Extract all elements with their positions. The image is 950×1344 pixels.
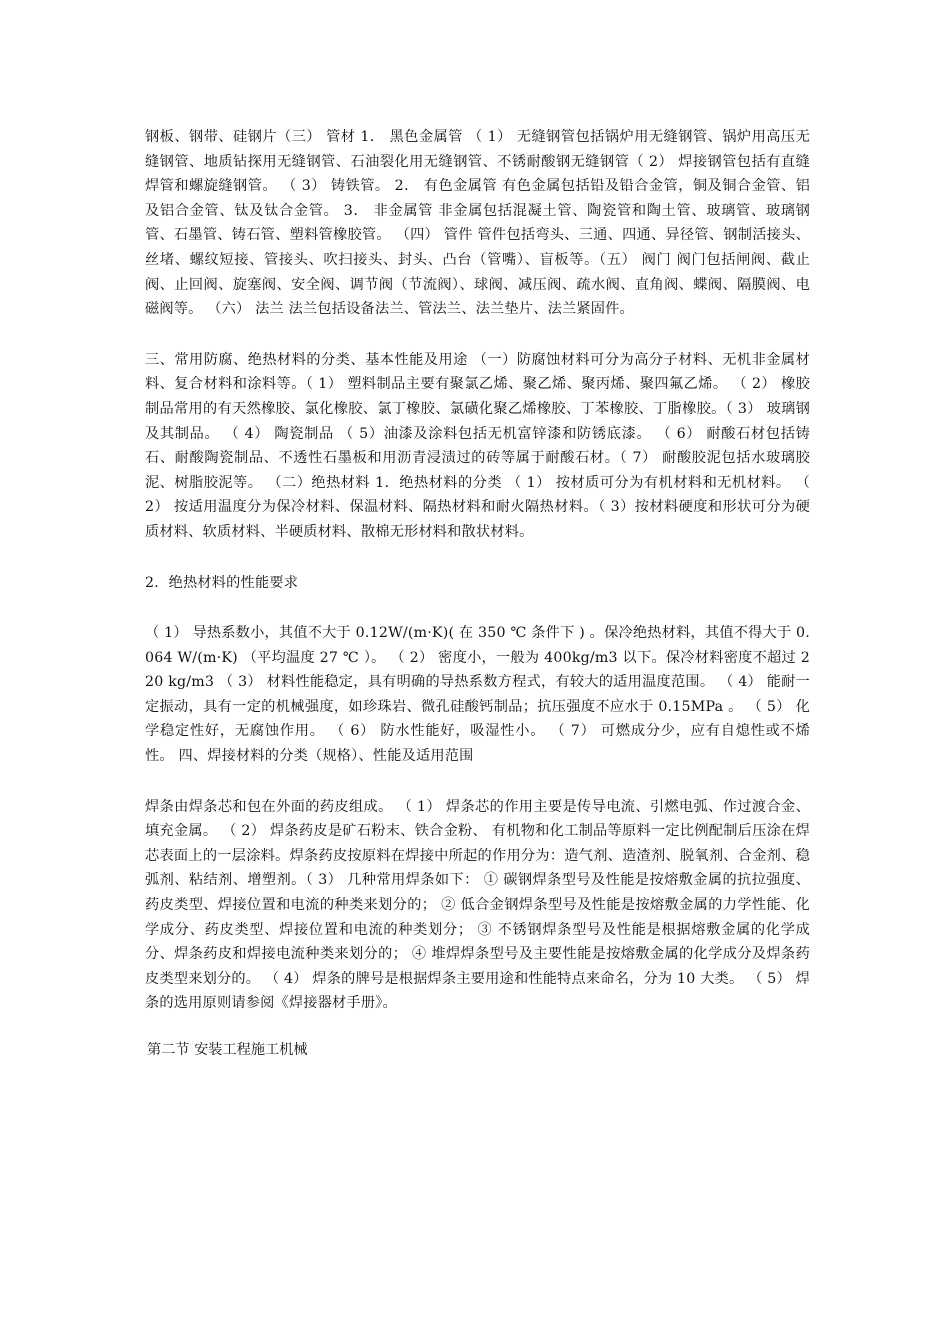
- document-page: [145, 125, 810, 1063]
- paragraph-welding-electrodes: 焊条由焊条芯和包在外面的药皮组成。 （ 1） 焊条芯的作用主要是传导电流、引燃电弧、作过渡合金、填充金属。 （ 2） 焊条药皮是矿石粉末、铁合金粉、 有机物和化工制品等原料一定比例配制后压涂在焊芯表面上的一层涂料。焊条药皮按原料在焊接中所起的作用分为：造气剂、造渣剂、脱氧剂、合金剂、稳弧剂、粘结剂、增塑剂。（ 3） 几种常用焊条如下： ① 碳钢焊条型号及性能是按熔敷金属的抗拉强度、药皮类型、焊接位置和电流的种类来划分的； ② 低合金钢焊条型号及性能是按熔敷金属的力学性能、化学成分、药皮类型、焊接位置和电流的种类划分； ③ 不锈钢焊条型号及性能是根据熔敷金属的化学成分、焊条药皮和焊接电流种类来划分的； ④ 堆焊焊条型号及主要性能是按熔敷金属的化学成分及焊条药皮类型来划分的。 （ 4） 焊条的牌号是根据焊条主要用途和性能特点来命名，分为 10 大类。 （ 5） 焊条的选用原则请参阅《焊接器材手册》。: [145, 798, 810, 1012]
- paragraph-insulation-performance: （ 1） 导热系数小，其值不大于 0.12W/(m·K)( 在 350 ℃ 条件下 ) 。保冷绝热材料，其值不得大于 0.064 W/(m·K) （平均温度 27 ℃ ）。 （ 2） 密度小，一般为 400kg/m3 以下。保冷材料密度不超过 220 kg/m3 （ 3） 材料性能稳定，具有明确的导热系数方程式，有较大的适用温度范围。 （ 4） 能耐一定振动，具有一定的机械强度，如珍珠岩、微孔硅酸钙制品；抗压强度不应水于 0.15MPa 。 （ 5） 化学稳定性好，无腐蚀作用。 （ 6） 防水性能好，吸湿性小。 （ 7） 可燃成分少，应有自熄性或不烯性。 四、焊接材料的分类（规格）、性能及适用范围: [145, 625, 810, 765]
- paragraph-pipes-valves-flanges: 钢板、钢带、硅钢片（三） 管材 1． 黑色金属管 （ 1） 无缝钢管包括锅炉用无缝钢管、锅炉用高压无缝钢管、地质钻探用无缝钢管、石油裂化用无缝钢管、不锈耐酸钢无缝钢管（ 2） 焊接钢管包括有直缝焊管和螺旋缝钢管。 （ 3） 铸铁管。 2． 有色金属管 有色金属包括铅及铅合金管，铜及铜合金管、铝及铝合金管、钛及钛合金管。 3． 非金属管 非金属包括混凝土管、陶瓷管和陶土管、玻璃管、玻璃钢管、石墨管、铸石管、塑料管橡胶管。 （四） 管件 管件包括弯头、三通、四通、异径管、钢制活接头、丝堵、螺纹短接、管接头、吹扫接头、封头、凸台（管嘴）、盲板等。（五） 阀门 阀门包括闸阀、截止阀、止回阀、旋塞阀、安全阀、调节阀（节流阀）、球阀、减压阀、疏水阀、直角阀、蝶阀、隔膜阀、电磁阀等。 （六） 法兰 法兰包括设备法兰、管法兰、法兰垫片、法兰紧固件。: [145, 129, 810, 318]
- paragraph-anticorrosion-insulation-materials: 三、常用防腐、绝热材料的分类、基本性能及用途 （一）防腐蚀材料可分为高分子材料、无机非金属材料、复合材料和涂料等。（ 1） 塑料制品主要有聚氯乙烯、聚乙烯、聚丙烯、聚四氟乙烯。 （ 2） 橡胶制品常用的有天然橡胶、氯化橡胶、氯丁橡胶、氯磺化聚乙烯橡胶、丁苯橡胶、丁脂橡胶。（ 3） 玻璃钢及其制品。 （ 4） 陶瓷制品 （ 5）油漆及涂料包括无机富锌漆和防锈底漆。 （ 6） 耐酸石材包括铸石、耐酸陶瓷制品、不透性石墨板和用沥青浸渍过的砖等属于耐酸石材。（ 7） 耐酸胶泥包括水玻璃胶泥、树脂胶泥等。 （二）绝热材料 1．绝热材料的分类 （ 1） 按材质可分为有机材料和无机材料。 （ 2） 按适用温度分为保冷材料、保温材料、隔热材料和耐火隔热材料。（ 3）按材料硬度和形状可分为硬质材料、软质材料、半硬质材料、散棉无形材料和散状材料。: [145, 351, 810, 540]
- section-heading: 第二节 安装工程施工机械: [147, 1042, 308, 1058]
- paragraph-insulation-requirements-heading: 2．绝热材料的性能要求: [145, 574, 299, 591]
